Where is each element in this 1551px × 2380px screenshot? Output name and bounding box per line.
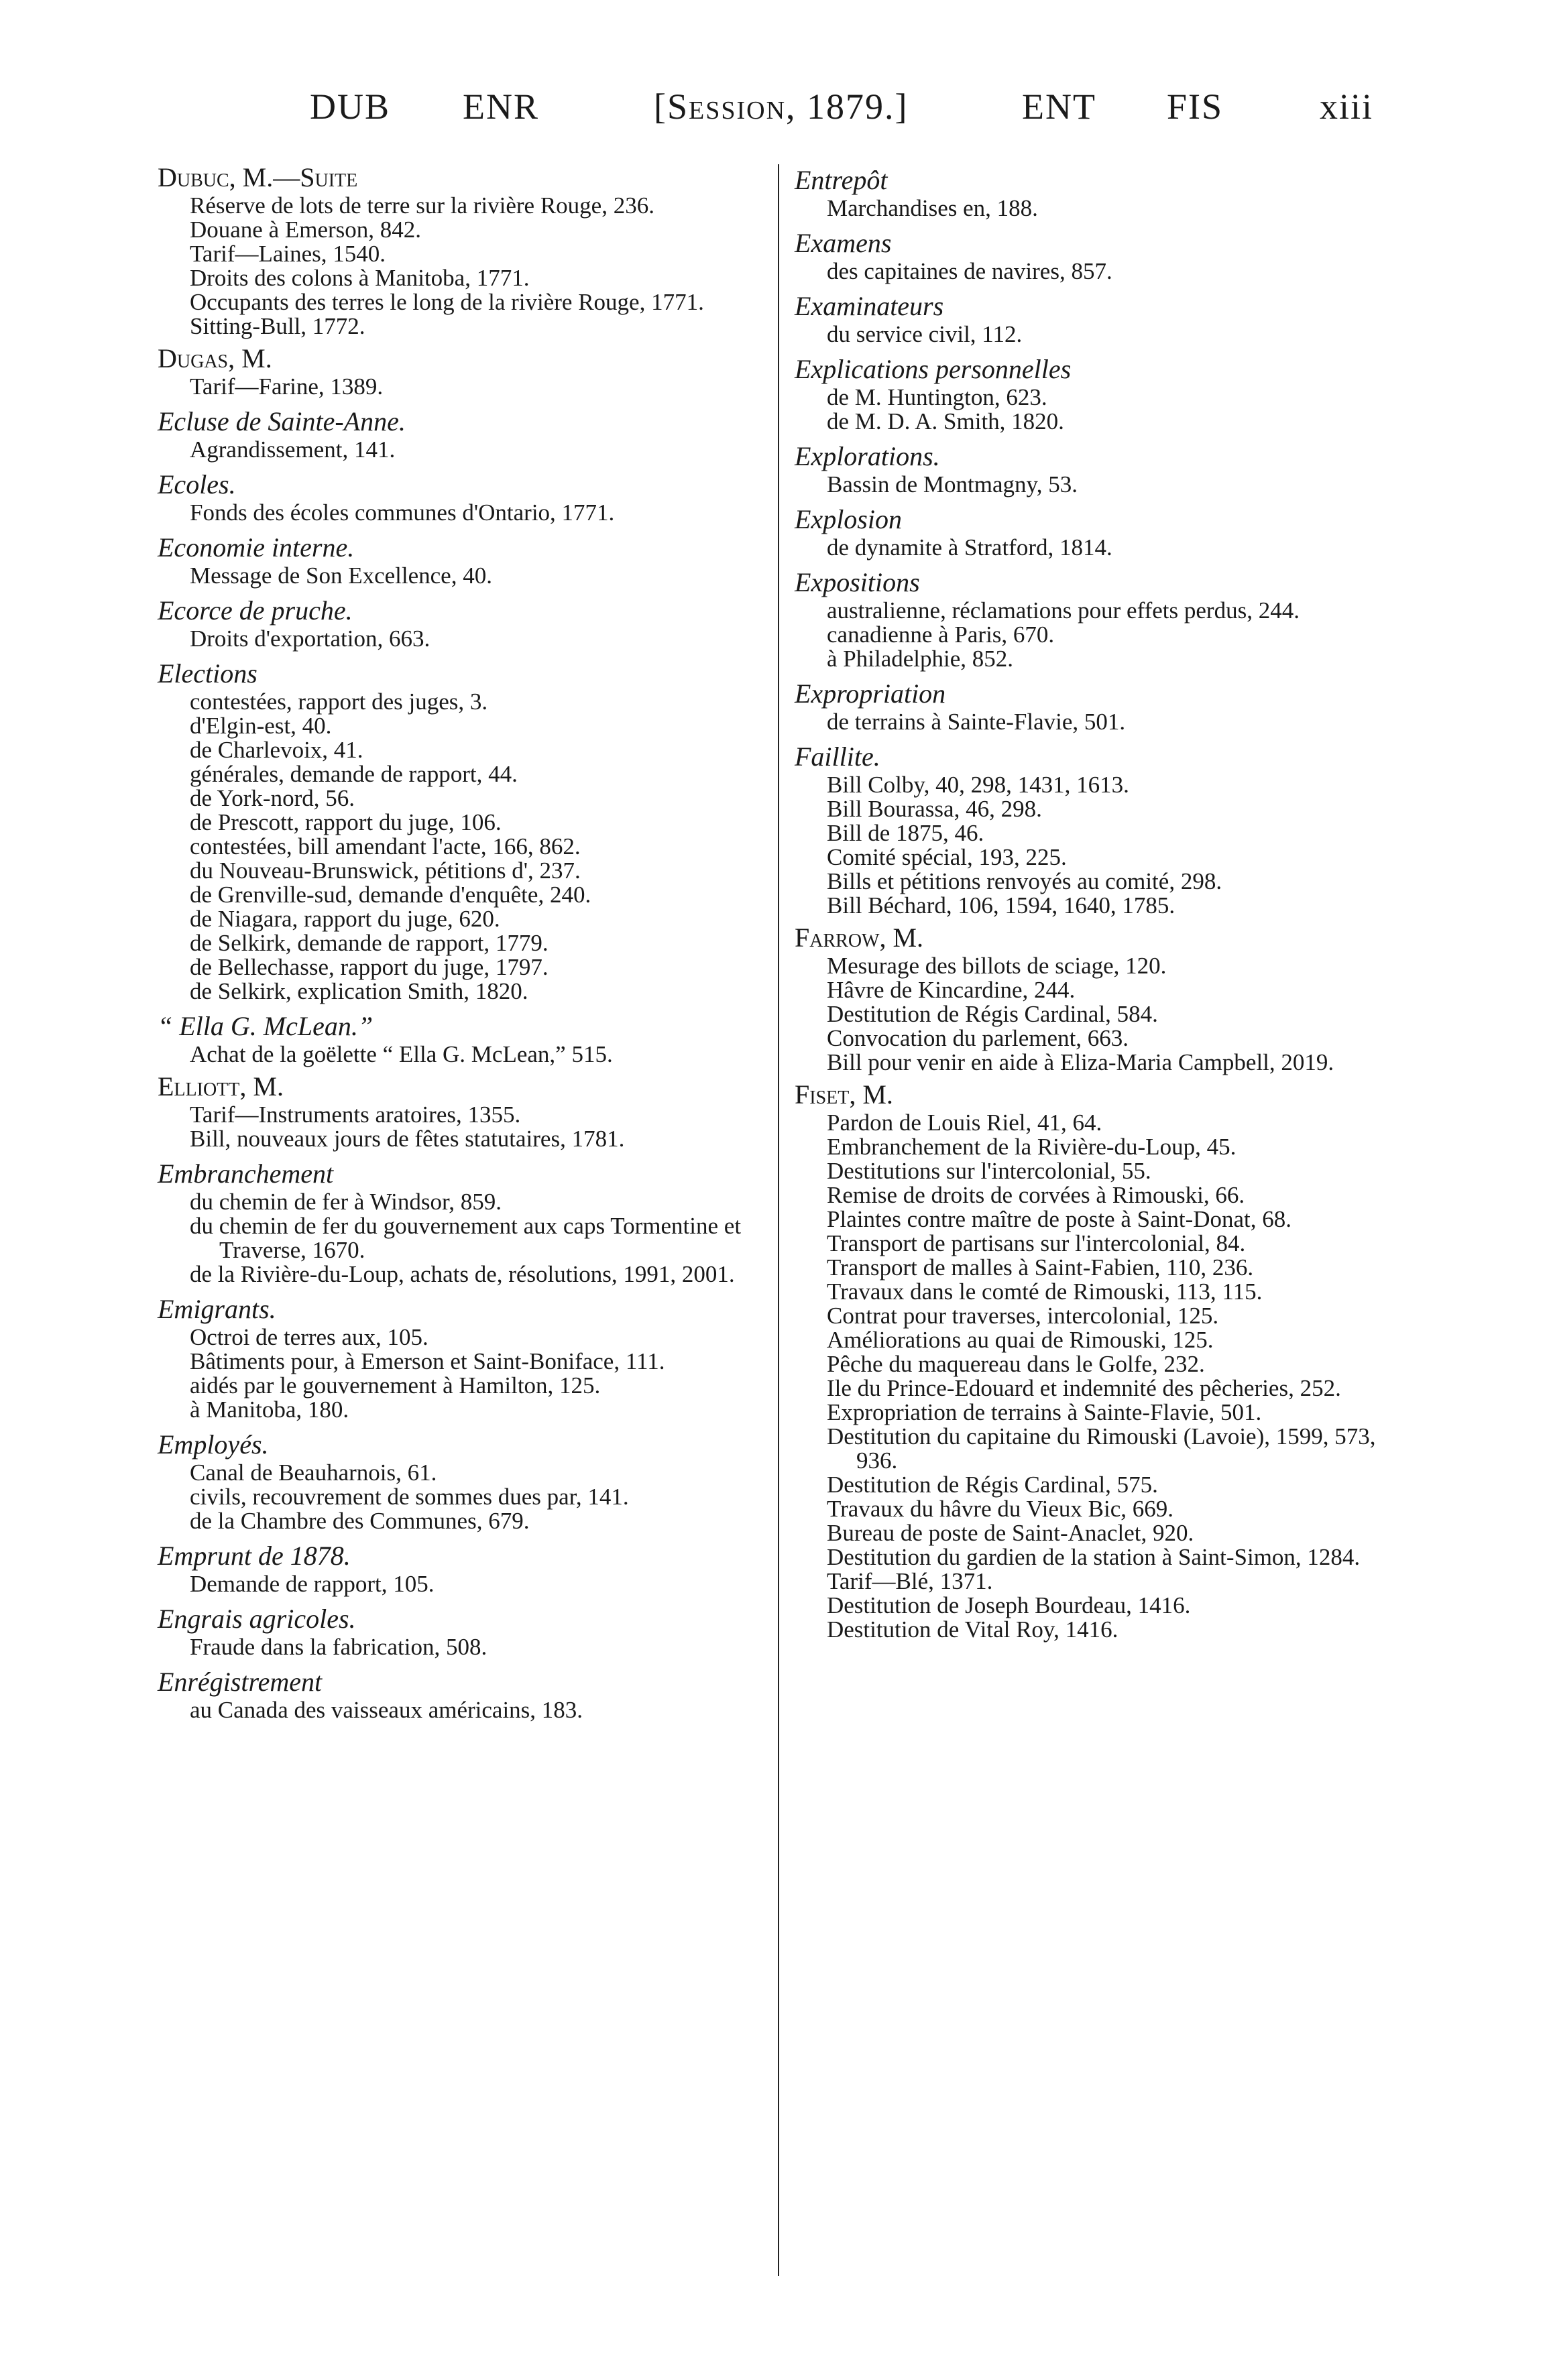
index-entry bbox=[158, 1666, 781, 1722]
index-subentry: Sitting-Bull, 1772. bbox=[190, 313, 365, 339]
index-subentry: de York-nord, 56. bbox=[190, 785, 355, 811]
index-column-right bbox=[795, 158, 1415, 1642]
index-subentry: Octroi de terres aux, 105. bbox=[190, 1324, 428, 1350]
index-subentry: Destitution de Joseph Bourdeau, 1416. bbox=[827, 1592, 1191, 1618]
index-subentry: Comité spécial, 193, 225. bbox=[827, 844, 1067, 870]
index-subentry: des capitaines de navires, 857. bbox=[827, 258, 1112, 284]
index-column-left bbox=[158, 158, 781, 1722]
index-subentry: de M. D. A. Smith, 1820. bbox=[827, 408, 1064, 434]
index-subentry: de dynamite à Stratford, 1814. bbox=[827, 534, 1112, 560]
index-subentry: générales, demande de rapport, 44. bbox=[190, 761, 518, 787]
index-heading: Explosion bbox=[795, 504, 902, 534]
index-heading: Dugas, M. bbox=[158, 343, 272, 373]
index-heading: Entrepôt bbox=[795, 165, 888, 195]
index-heading: Employés. bbox=[158, 1429, 269, 1460]
index-heading: Engrais agricoles. bbox=[158, 1604, 356, 1634]
index-subentry: Bâtiments pour, à Emerson et Saint-Boniface, 111. bbox=[190, 1348, 665, 1374]
index-subentry: Ile du Prince-Edouard et indemnité des pêcheries, 252. bbox=[827, 1375, 1341, 1401]
index-entry bbox=[158, 1429, 781, 1533]
index-subentry: Bills et pétitions renvoyés au comité, 298. bbox=[827, 868, 1222, 894]
index-entry bbox=[158, 658, 781, 1004]
index-heading: “ Ella G. McLean.” bbox=[158, 1011, 374, 1041]
index-subentry: Destitution du capitaine du Rimouski (Lavoie), 1599, 573, 936. bbox=[827, 1423, 1376, 1474]
header-right-guide-word-2: FIS bbox=[1167, 86, 1224, 127]
index-subentry: Occupants des terres le long de la rivière Rouge, 1771. bbox=[190, 289, 704, 315]
index-heading: Economie interne. bbox=[158, 532, 355, 562]
index-subentry: de M. Huntington, 623. bbox=[827, 384, 1047, 410]
index-subentry: Mesurage des billots de sciage, 120. bbox=[827, 953, 1167, 979]
index-heading: Faillite. bbox=[795, 741, 880, 772]
index-entry bbox=[158, 1158, 781, 1287]
index-subentry: Droits des colons à Manitoba, 1771. bbox=[190, 265, 530, 291]
index-subentry: Message de Son Excellence, 40. bbox=[190, 562, 492, 589]
index-heading: Explorations. bbox=[795, 441, 940, 471]
index-subentry: Bureau de poste de Saint-Anaclet, 920. bbox=[827, 1520, 1194, 1546]
index-entry bbox=[795, 503, 1415, 560]
index-subentry: Canal de Beauharnois, 61. bbox=[190, 1460, 437, 1486]
index-subentry: de Grenville-sud, demande d'enquête, 240. bbox=[190, 882, 591, 908]
index-subentry: Destitution de Régis Cardinal, 575. bbox=[827, 1472, 1158, 1498]
index-subentry: de la Rivière-du-Loup, achats de, résolutions, 1991, 2001. bbox=[190, 1261, 735, 1287]
index-entry bbox=[158, 162, 781, 339]
index-subentry: de Bellechasse, rapport du juge, 1797. bbox=[190, 954, 549, 980]
index-subentry: du chemin de fer du gouvernement aux caps Tormentine et Traverse, 1670. bbox=[190, 1213, 742, 1263]
index-subentry: Convocation du parlement, 663. bbox=[827, 1025, 1129, 1051]
index-entry bbox=[158, 1540, 781, 1596]
index-entry bbox=[158, 343, 781, 399]
index-heading: Examens bbox=[795, 228, 892, 258]
column-divider bbox=[778, 164, 779, 2276]
index-entry bbox=[158, 595, 781, 651]
index-subentry: Destitution de Régis Cardinal, 584. bbox=[827, 1001, 1158, 1027]
index-subentry: Embranchement de la Rivière-du-Loup, 45. bbox=[827, 1134, 1237, 1160]
index-subentry: Transport de partisans sur l'intercolonial, 84. bbox=[827, 1230, 1246, 1256]
index-subentry: Fonds des écoles communes d'Ontario, 1771. bbox=[190, 499, 615, 526]
index-subentry: Remise de droits de corvées à Rimouski, 66. bbox=[827, 1182, 1245, 1208]
index-subentry: de Selkirk, explication Smith, 1820. bbox=[190, 978, 528, 1004]
index-subentry: du service civil, 112. bbox=[827, 321, 1023, 347]
index-subentry: Marchandises en, 188. bbox=[827, 195, 1038, 221]
index-subentry: Transport de malles à Saint-Fabien, 110, 236. bbox=[827, 1254, 1254, 1281]
index-subentry: de la Chambre des Communes, 679. bbox=[190, 1508, 530, 1534]
index-subentry: Droits d'exportation, 663. bbox=[190, 626, 430, 652]
index-entry bbox=[158, 1603, 781, 1659]
index-entry bbox=[795, 353, 1415, 434]
index-subentry: Bill Bourassa, 46, 298. bbox=[827, 796, 1042, 822]
index-entry bbox=[158, 469, 781, 525]
index-subentry: Bill Colby, 40, 298, 1431, 1613. bbox=[827, 772, 1129, 798]
index-heading: Examinateurs bbox=[795, 291, 944, 321]
index-subentry: de Prescott, rapport du juge, 106. bbox=[190, 809, 502, 835]
index-subentry: Demande de rapport, 105. bbox=[190, 1571, 435, 1597]
index-entry bbox=[158, 406, 781, 462]
index-subentry: de Niagara, rapport du juge, 620. bbox=[190, 906, 500, 932]
index-entry bbox=[795, 440, 1415, 497]
index-entry bbox=[795, 1079, 1415, 1642]
index-subentry: d'Elgin-est, 40. bbox=[190, 713, 332, 739]
index-subentry: Pêche du maquereau dans le Golfe, 232. bbox=[827, 1351, 1205, 1377]
index-subentry: canadienne à Paris, 670. bbox=[827, 621, 1055, 648]
index-heading: Explications personnelles bbox=[795, 354, 1072, 384]
header-left-guide-word-2: ENR bbox=[463, 86, 539, 127]
index-subentry: Agrandissement, 141. bbox=[190, 436, 396, 463]
index-subentry: Hâvre de Kincardine, 244. bbox=[827, 977, 1076, 1003]
index-entry bbox=[795, 290, 1415, 347]
index-subentry: Tarif—Farine, 1389. bbox=[190, 373, 384, 400]
index-subentry: Expropriation de terrains à Sainte-Flavie, 501. bbox=[827, 1399, 1262, 1425]
index-heading: Dubuc, M.—Suite bbox=[158, 162, 358, 192]
index-heading: Ecluse de Sainte-Anne. bbox=[158, 406, 406, 436]
index-subentry: civils, recouvrement de sommes dues par, 141. bbox=[190, 1484, 629, 1510]
index-subentry: Réserve de lots de terre sur la rivière Rouge, 236. bbox=[190, 192, 654, 219]
index-subentry: australienne, réclamations pour effets perdus, 244. bbox=[827, 597, 1300, 623]
index-subentry: Améliorations au quai de Rimouski, 125. bbox=[827, 1327, 1214, 1353]
index-subentry: contestées, rapport des juges, 3. bbox=[190, 689, 488, 715]
index-subentry: Tarif—Instruments aratoires, 1355. bbox=[190, 1102, 521, 1128]
index-subentry: Destitution du gardien de la station à Saint-Simon, 1284. bbox=[827, 1544, 1361, 1570]
index-subentry: contestées, bill amendant l'acte, 166, 862. bbox=[190, 833, 581, 859]
index-subentry: Contrat pour traverses, intercolonial, 125. bbox=[827, 1303, 1219, 1329]
index-entry bbox=[795, 678, 1415, 734]
index-heading: Emprunt de 1878. bbox=[158, 1541, 351, 1571]
index-heading: Expositions bbox=[795, 567, 920, 597]
index-entry bbox=[158, 532, 781, 588]
index-heading: Elliott, M. bbox=[158, 1071, 284, 1102]
index-subentry: aidés par le gouvernement à Hamilton, 125. bbox=[190, 1372, 601, 1399]
index-heading: Enrégistrement bbox=[158, 1667, 323, 1697]
index-heading: Embranchement bbox=[158, 1158, 334, 1189]
index-subentry: Bill pour venir en aide à Eliza-Maria Campbell, 2019. bbox=[827, 1049, 1334, 1075]
index-subentry: Travaux du hâvre du Vieux Bic, 669. bbox=[827, 1496, 1174, 1522]
index-subentry: Fraude dans la fabrication, 508. bbox=[190, 1634, 487, 1660]
index-subentry: Pardon de Louis Riel, 41, 64. bbox=[827, 1110, 1102, 1136]
index-heading: Fiset, M. bbox=[795, 1079, 893, 1110]
index-entry bbox=[795, 741, 1415, 918]
index-heading: Elections bbox=[158, 658, 257, 689]
index-entry bbox=[158, 1071, 781, 1151]
index-entry bbox=[795, 227, 1415, 284]
index-entry bbox=[158, 1010, 781, 1067]
index-subentry: du Nouveau-Brunswick, pétitions d', 237. bbox=[190, 857, 581, 884]
index-heading: Expropriation bbox=[795, 678, 946, 709]
index-subentry: Tarif—Laines, 1540. bbox=[190, 241, 386, 267]
index-subentry: à Manitoba, 180. bbox=[190, 1396, 349, 1423]
index-entry bbox=[795, 922, 1415, 1075]
index-heading: Farrow, M. bbox=[795, 923, 924, 953]
index-subentry: de Charlevoix, 41. bbox=[190, 737, 363, 763]
index-entry bbox=[795, 567, 1415, 671]
index-heading: Emigrants. bbox=[158, 1294, 276, 1324]
index-subentry: Plaintes contre maître de poste à Saint-Donat, 68. bbox=[827, 1206, 1292, 1232]
index-subentry: Destitution de Vital Roy, 1416. bbox=[827, 1616, 1118, 1643]
header-right-guide-word: ENT bbox=[1022, 86, 1096, 127]
index-entry bbox=[795, 164, 1415, 221]
index-subentry: du chemin de fer à Windsor, 859. bbox=[190, 1189, 502, 1215]
index-subentry: Douane à Emerson, 842. bbox=[190, 217, 422, 243]
header-left-guide-word: DUB bbox=[310, 86, 391, 127]
index-heading: Ecoles. bbox=[158, 469, 236, 499]
index-subentry: au Canada des vaisseaux américains, 183. bbox=[190, 1697, 583, 1723]
index-entry bbox=[158, 1293, 781, 1422]
index-subentry: à Philadelphie, 852. bbox=[827, 646, 1014, 672]
index-subentry: Bill Béchard, 106, 1594, 1640, 1785. bbox=[827, 892, 1175, 918]
index-subentry: Destitutions sur l'intercolonial, 55. bbox=[827, 1158, 1151, 1184]
index-subentry: Tarif—Blé, 1371. bbox=[827, 1568, 993, 1594]
running-header bbox=[0, 86, 1551, 139]
index-subentry: Achat de la goëlette “ Ella G. McLean,” 515. bbox=[190, 1041, 613, 1067]
index-subentry: de Selkirk, demande de rapport, 1779. bbox=[190, 930, 549, 956]
index-subentry: Bassin de Montmagny, 53. bbox=[827, 471, 1078, 497]
index-subentry: Bill, nouveaux jours de fêtes statutaires, 1781. bbox=[190, 1126, 625, 1152]
index-subentry: de terrains à Sainte-Flavie, 501. bbox=[827, 709, 1126, 735]
header-session: [Session, 1879.] bbox=[654, 86, 909, 127]
page-number: xiii bbox=[1320, 86, 1374, 127]
index-subentry: Bill de 1875, 46. bbox=[827, 820, 984, 846]
index-heading: Ecorce de pruche. bbox=[158, 595, 353, 626]
index-subentry: Travaux dans le comté de Rimouski, 113, 115. bbox=[827, 1278, 1263, 1305]
